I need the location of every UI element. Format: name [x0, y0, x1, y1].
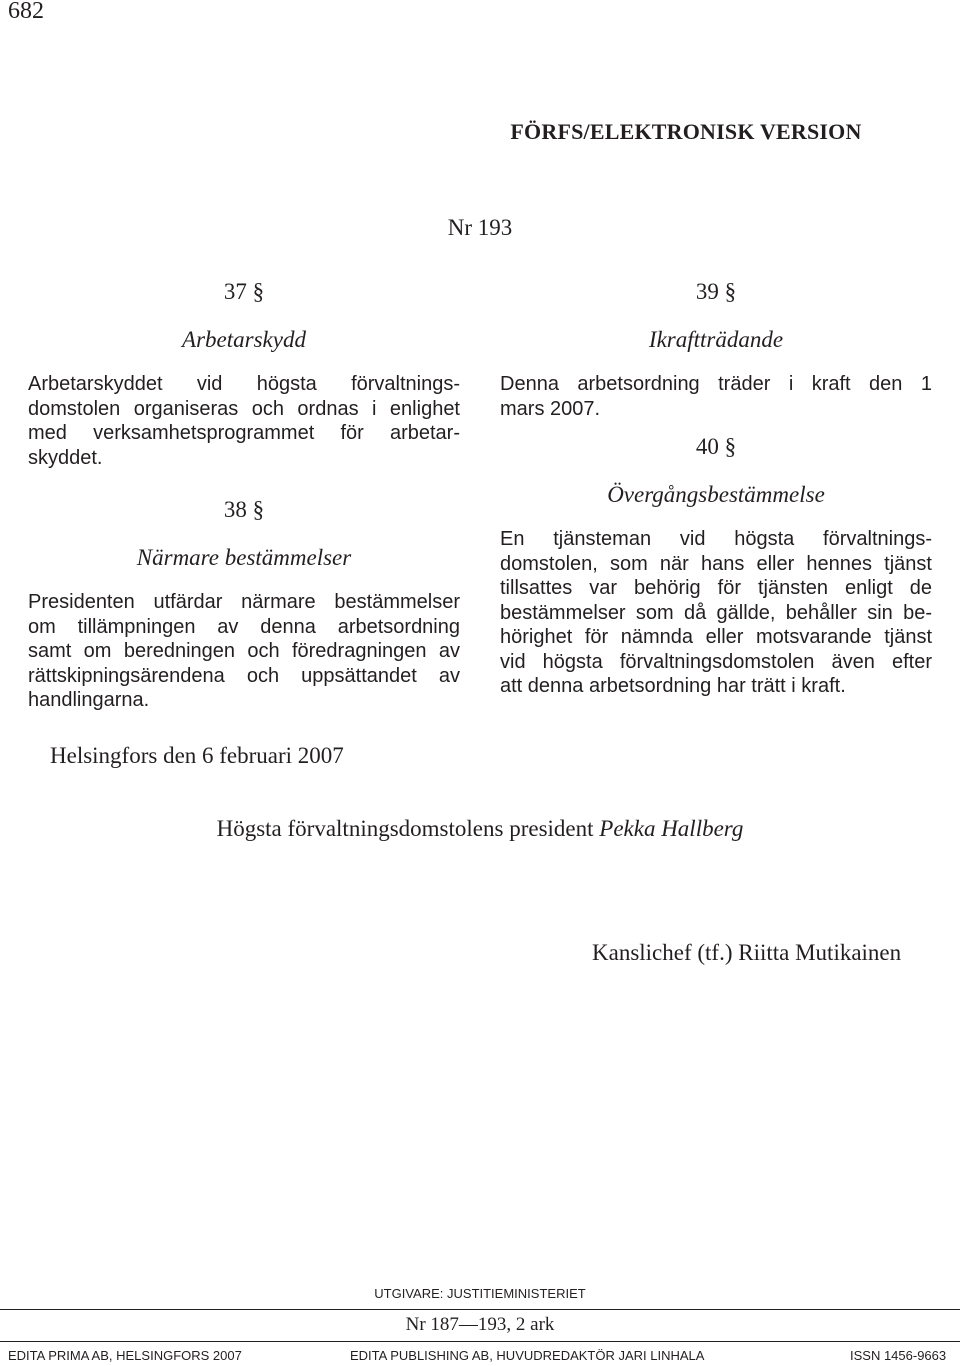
paragraph-line: vid högsta förvaltningsdomstolen även efter: [500, 650, 932, 673]
section-39: [500, 278, 932, 421]
issn-label: ISSN 1456-9663: [850, 1348, 947, 1363]
paragraph-line: handlingarna.: [28, 689, 150, 711]
signature-title: Högsta förvaltningsdomstolens president: [216, 816, 594, 841]
section-heading: Ikraftträdande: [648, 327, 784, 352]
footer-rule-top: [0, 1309, 960, 1310]
paragraph-line: Arbetarskyddet vid högsta förvaltnings-: [28, 373, 460, 395]
section-heading: Övergångsbestämmelse: [607, 482, 825, 507]
paragraph-line: hörighet för nämnda eller motsvarande tjänst: [500, 626, 932, 648]
paragraph-line: mars 2007.: [500, 397, 601, 420]
distributor-label: EDITA PUBLISHING AB, HUVUDREDAKTÖR JARI LINHALA: [350, 1348, 705, 1363]
section-38: [28, 496, 460, 713]
section-paragraph: [28, 590, 460, 713]
paragraph-line: med verksamhetsprogrammet för arbetar-: [28, 422, 460, 444]
signature-line: [0, 816, 960, 842]
paragraph-line: om tillämpningen av denna arbetsordning: [28, 615, 460, 638]
section-number: 37 §: [223, 279, 265, 304]
page-number: 682: [8, 0, 44, 24]
paragraph-line: Denna arbetsordning träder i kraft den 1: [500, 373, 932, 395]
paragraph-line: skyddet.: [28, 446, 103, 469]
place-and-date: Helsingfors den 6 februari 2007: [50, 743, 344, 768]
section-number: 40 §: [695, 434, 737, 459]
paragraph-line: En tjänsteman vid högsta förvaltnings-: [500, 528, 932, 550]
paragraph-line: domstolen, som när hans eller hennes tjänst: [500, 552, 932, 575]
secretary-signature: Kanslichef (tf.) Riitta Mutikainen: [592, 940, 902, 965]
section-heading: Arbetarskydd: [182, 327, 306, 352]
paragraph-line: domstolen organiseras och ordnas i enlighet: [28, 397, 460, 420]
signature-name: Pekka Hallberg: [599, 816, 744, 841]
footer-rule-bottom: [0, 1341, 960, 1342]
section-number: 38 §: [223, 497, 265, 522]
publisher-label: UTGIVARE: JUSTITIEMINISTERIET: [374, 1286, 586, 1301]
issue-label: Nr 187—193, 2 ark: [405, 1314, 555, 1335]
regulation-number: Nr 193: [447, 215, 513, 240]
paragraph-line: tillsattes var behörig för tjänsten enligt de: [500, 577, 932, 599]
right-column: [500, 278, 932, 699]
paragraph-line: bestämmelser som då gällde, behåller sin be-: [500, 601, 932, 624]
section-heading: Närmare bestämmelser: [136, 545, 352, 570]
printer-label: EDITA PRIMA AB, HELSINGFORS 2007: [8, 1348, 242, 1363]
section-paragraph: [28, 372, 460, 470]
section-40: [500, 433, 932, 699]
paragraph-line: att denna arbetsordning har trätt i kraft.: [500, 675, 846, 697]
section-37: [28, 278, 460, 470]
left-column: [28, 278, 460, 713]
section-paragraph: [500, 527, 932, 699]
paragraph-line: rättskipningsärendena och uppsättandet av: [28, 664, 460, 687]
section-number: 39 §: [695, 279, 737, 304]
paragraph-line: samt om beredningen och föredragningen av: [28, 640, 460, 662]
section-paragraph: [500, 372, 932, 421]
paragraph-line: Presidenten utfärdar närmare bestämmelser: [28, 591, 460, 613]
edition-label: FÖRFS/ELEKTRONISK VERSION: [510, 119, 862, 144]
